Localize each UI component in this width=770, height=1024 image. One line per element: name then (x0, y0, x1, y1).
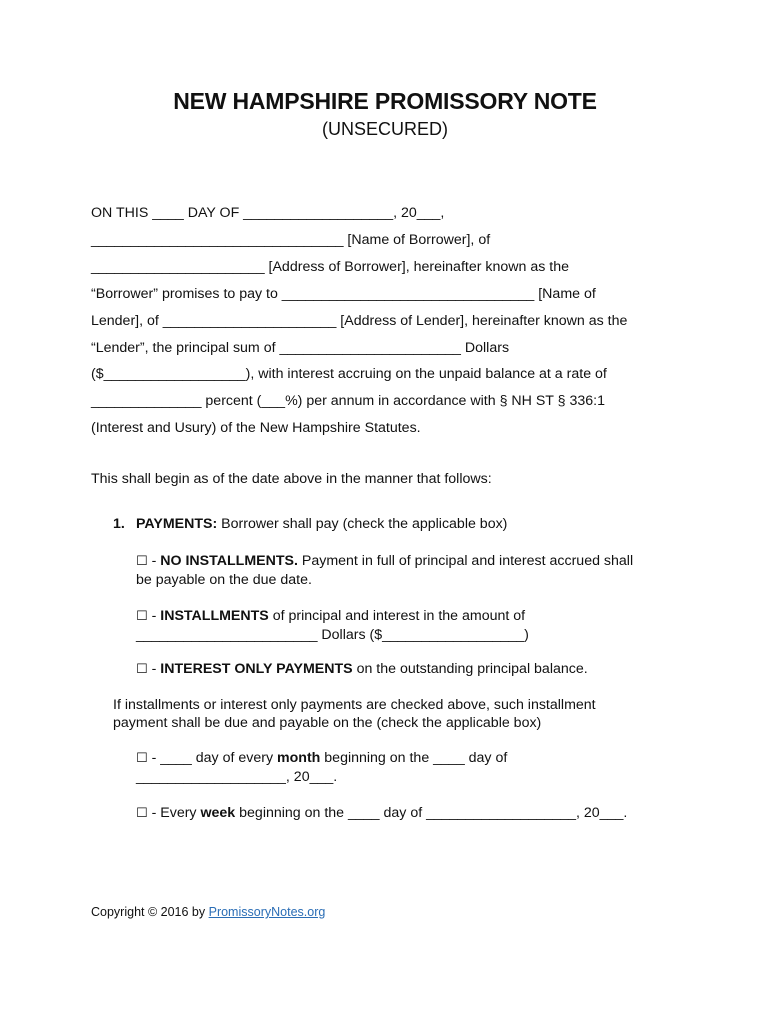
body-line: ON THIS ____ DAY OF ___________________, 20___, (91, 205, 445, 221)
opening-paragraph (91, 200, 691, 442)
option-prefix: - (147, 608, 161, 624)
option-prefix: - ____ day of every (147, 750, 277, 766)
body-line: ______________________ [Address of Borrower], hereinafter known as the (91, 258, 569, 275)
option-interest-only (136, 660, 686, 679)
schedule-note (113, 696, 596, 732)
note-line: If installments or interest only payments are checked above, such installment (113, 697, 596, 713)
copyright-footer (91, 905, 325, 919)
body-line: ________________________________ [Name of Borrower], of (91, 231, 491, 248)
option-text-line2: ___________________, 20___. (136, 769, 338, 785)
option-label: NO INSTALLMENTS. (160, 553, 298, 569)
payments-heading (113, 516, 507, 532)
checkbox-icon[interactable]: ☐ (136, 751, 148, 766)
option-text-line2: _______________________ Dollars ($__________________) (136, 627, 529, 643)
body-line: “Borrower” promises to pay to ________________________________ [Name of (91, 285, 596, 302)
option-label: INSTALLMENTS (160, 608, 269, 624)
checkbox-icon[interactable]: ☐ (136, 609, 148, 624)
option-weekly (136, 804, 686, 823)
option-label: month (277, 750, 321, 766)
option-monthly (136, 749, 686, 786)
body-line: (Interest and Usury) of the New Hampshire Statutes. (91, 420, 421, 437)
body-line: Lender], of ______________________ [Address of Lender], hereinafter known as the (91, 312, 628, 329)
option-label: week (200, 805, 236, 821)
promissorynotes-link[interactable]: PromissoryNotes.org (208, 905, 326, 919)
checkbox-icon[interactable]: ☐ (136, 554, 148, 569)
option-text: beginning on the ____ day of ___________________, 20___. (235, 805, 628, 821)
body-line: “Lender”, the principal sum of _______________________ Dollars (91, 339, 510, 356)
section-title: PAYMENTS: (136, 516, 218, 532)
checkbox-icon[interactable]: ☐ (136, 662, 148, 677)
section-number: 1. (113, 516, 125, 532)
option-text: beginning on the ____ day of (320, 750, 508, 766)
option-text: on the outstanding principal balance. (352, 661, 588, 677)
copyright-text: Copyright © 2016 by (91, 905, 209, 919)
option-text: Payment in full of principal and interest accrued shall (297, 553, 634, 569)
section-heading-text: Borrower shall pay (check the applicable box) (217, 516, 508, 532)
option-no-installments (136, 552, 686, 589)
intro-sentence: This shall begin as of the date above in the manner that follows: (91, 471, 492, 487)
checkbox-icon[interactable]: ☐ (136, 806, 148, 821)
body-line: ______________ percent (___%) per annum in accordance with § NH ST § 336:1 (91, 393, 605, 410)
document-title: NEW HAMPSHIRE PROMISSORY NOTE (173, 88, 597, 114)
option-prefix: - (147, 553, 161, 569)
option-prefix: - Every (147, 805, 201, 821)
option-prefix: - (147, 661, 161, 677)
document-subtitle: (UNSECURED) (322, 119, 448, 139)
option-installments (136, 607, 686, 644)
option-text: of principal and interest in the amount of (268, 608, 526, 624)
body-line: ($__________________), with interest accruing on the unpaid balance at a rate of (91, 366, 607, 383)
option-label: INTEREST ONLY PAYMENTS (160, 661, 353, 677)
option-text-line2: be payable on the due date. (136, 572, 312, 588)
note-line: payment shall be due and payable on the (check the applicable box) (113, 715, 542, 731)
